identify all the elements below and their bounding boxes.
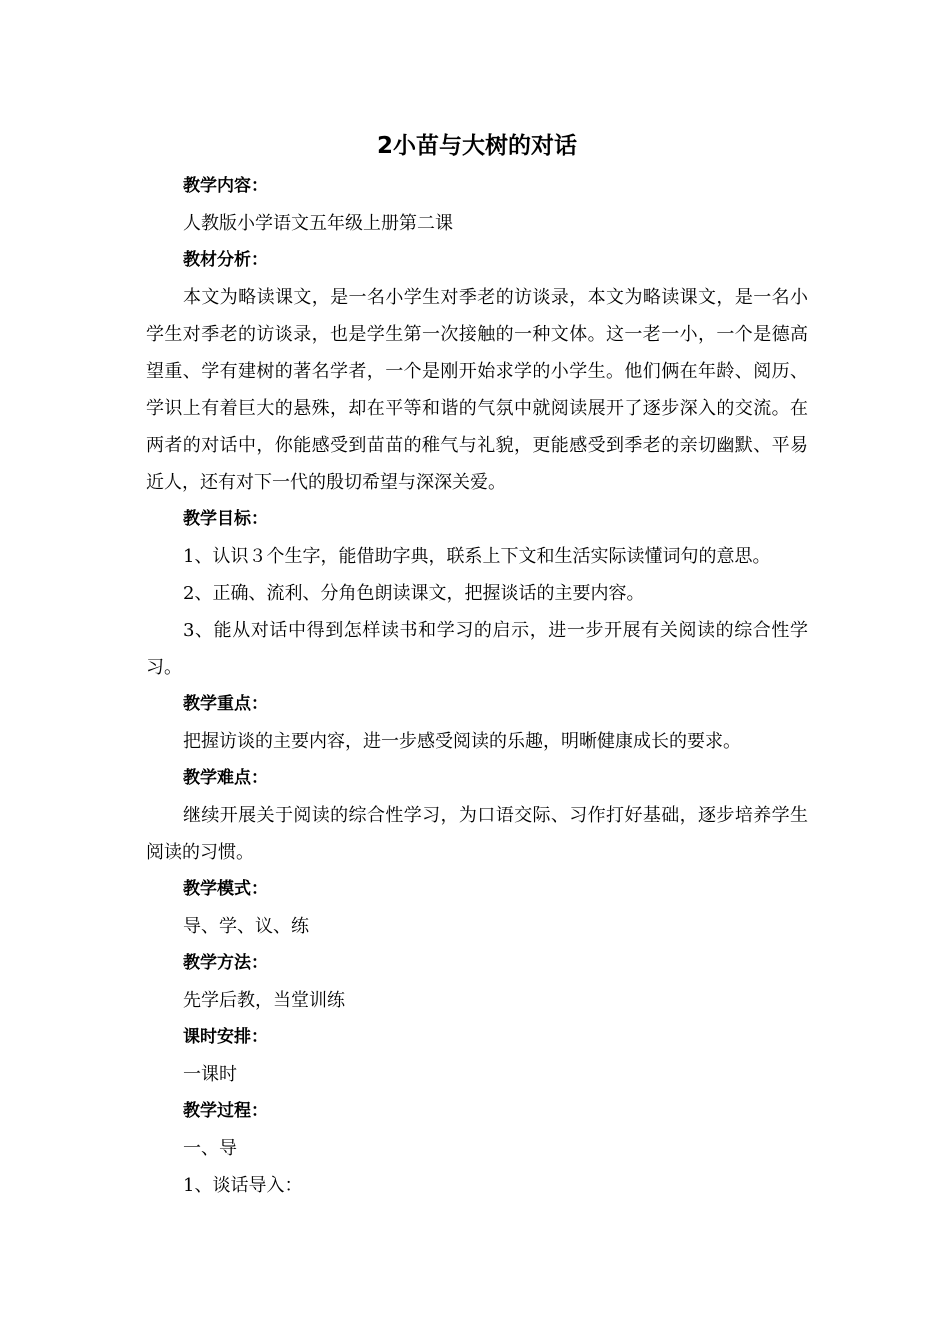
teaching-goal-3: 3、能从对话中得到怎样读书和学习的启示，进一步开展有关阅读的综合性学习。 (146, 620, 808, 678)
teaching-key-heading: 教学重点： (183, 694, 268, 714)
teaching-method-text: 先学后教，当堂训练 (183, 990, 345, 1011)
teaching-content-heading: 教学内容： (183, 176, 268, 196)
teaching-goals-heading: 教学目标： (183, 509, 268, 529)
teaching-key-text: 把握访谈的主要内容，进一步感受阅读的乐趣，明晰健康成长的要求。 (183, 731, 741, 752)
process-step-guide: 一、导 (183, 1138, 237, 1159)
teaching-difficulty-heading: 教学难点： (183, 768, 268, 788)
material-analysis-text: 本文为略读课文，是一名小学生对季老的访谈录，本文为略读课文，是一名小学生对季老的访谈录，也是学生第一次接触的一种文体。这一老一小，一个是德高望重、学有建树的著名学者，一个是刚开始求学的小学生。他们俩在年龄、阅历、学识上有着巨大的悬殊，却在平等和谐的气氛中就阅读展开了逐步深入的交流。在两者的对话中，你能感受到苗苗的稚气与礼貌，更能感受到季老的亲切幽默、平易近人，还有对下一代的殷切希望与深深关爱。 (146, 287, 808, 493)
teaching-process-heading: 教学过程： (183, 1101, 268, 1121)
class-schedule-text: 一课时 (183, 1064, 237, 1085)
document-page (146, 128, 808, 1204)
teaching-mode-heading: 教学模式： (183, 879, 268, 899)
teaching-mode-text: 导、学、议、练 (183, 916, 309, 937)
class-schedule-heading: 课时安排： (183, 1027, 268, 1047)
teaching-method-heading: 教学方法： (183, 953, 268, 973)
teaching-goal-1: 1、认识３个生字，能借助字典，联系上下文和生活实际读懂词句的意思。 (183, 546, 771, 567)
process-step-conversation-intro: 1、谈话导入： (183, 1175, 303, 1196)
document-title: 2小苗与大树的对话 (376, 133, 577, 159)
teaching-goal-2: 2、正确、流利、分角色朗读课文，把握谈话的主要内容。 (183, 583, 645, 604)
material-analysis-heading: 教材分析： (183, 250, 268, 270)
teaching-content-text: 人教版小学语文五年级上册第二课 (183, 213, 453, 234)
teaching-difficulty-text: 继续开展关于阅读的综合性学习，为口语交际、习作打好基础，逐步培养学生阅读的习惯。 (146, 805, 808, 863)
